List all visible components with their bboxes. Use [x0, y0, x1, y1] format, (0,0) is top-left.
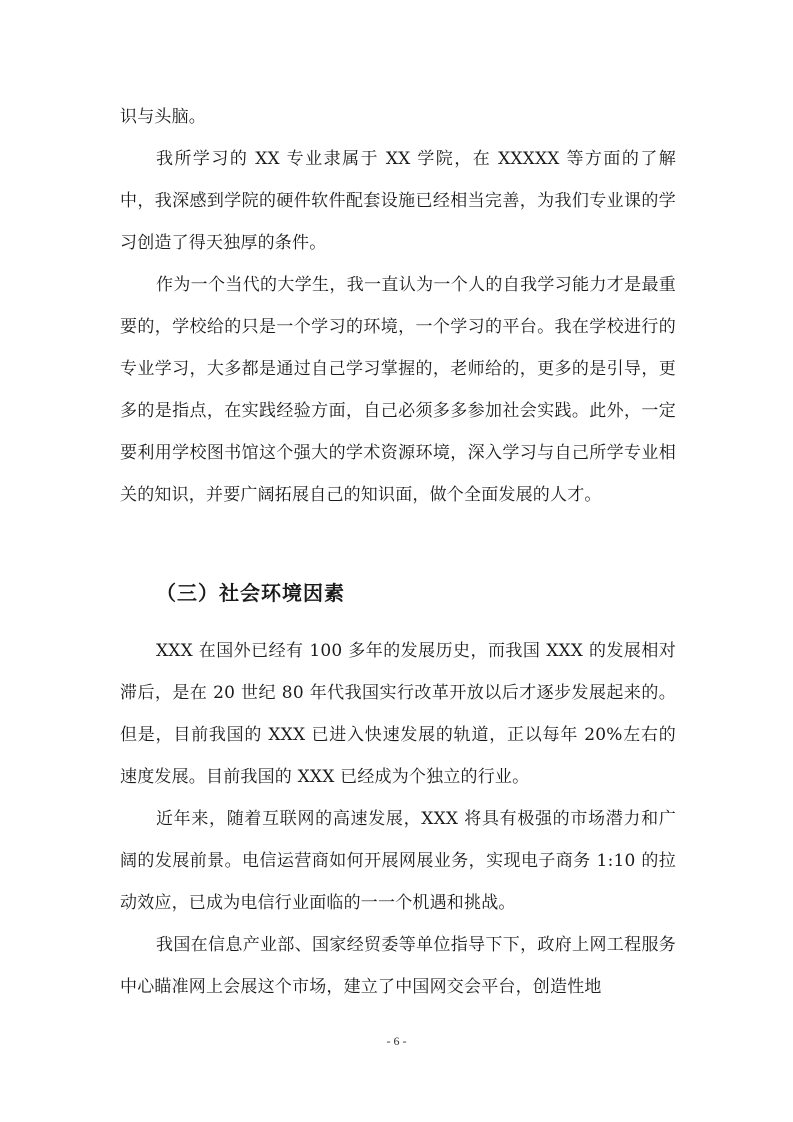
- paragraph-government: 我国在信息产业部、国家经贸委等单位指导下下，政府上网工程服务中心瞄准网上会展这个市场，建立了中国网交会平台，创造性地: [120, 935, 676, 997]
- paragraph-major: 我所学习的 XX 专业隶属于 XX 学院，在 XXXXX 等方面的了解中，我深感到学院的硬件软件配套设施已经相当完善，为我们专业课的学习创造了得天独厚的条件。: [120, 149, 676, 253]
- paragraph-continuation: 识与头脑。: [120, 107, 206, 127]
- page-number: - 6 -: [386, 1034, 407, 1048]
- paragraph-internet: 近年来，随着互联网的高速发展，XXX 将具有极强的市场潜力和广阔的发展前景。电信运营商如何开展网展业务，实现电子商务 1:10 的拉动效应，已成为电信行业面临的一一个机遇和挑战。: [120, 809, 676, 913]
- paragraph-history: XXX 在国外已经有 100 多年的发展历史，而我国 XXX 的发展相对滞后，是在 20 世纪 80 年代我国实行改革开放以后才逐步发展起来的。但是，目前我国的 XXX 已进入快速发展的轨道，正以每年 20%左右的速度发展。目前我国的 XXX 已经成为个独立的行业。: [120, 641, 676, 787]
- section-heading: （三）社会环境因素: [156, 581, 345, 605]
- paragraph-self-learning: 作为一个当代的大学生，我一直认为一个人的自我学习能力才是最重要的，学校给的只是一个学习的环境，一个学习的平台。我在学校进行的专业学习，大多都是通过自己学习掌握的，老师给的，更多的是引导，更多的是指点，在实践经验方面，自己必须多多参加社会实践。此外，一定要利用学校图书馆这个强大的学术资源环境，深入学习与自己所学专业相关的知识，并要广阔拓展自己的知识面，做个全面发展的人才。: [120, 275, 676, 505]
